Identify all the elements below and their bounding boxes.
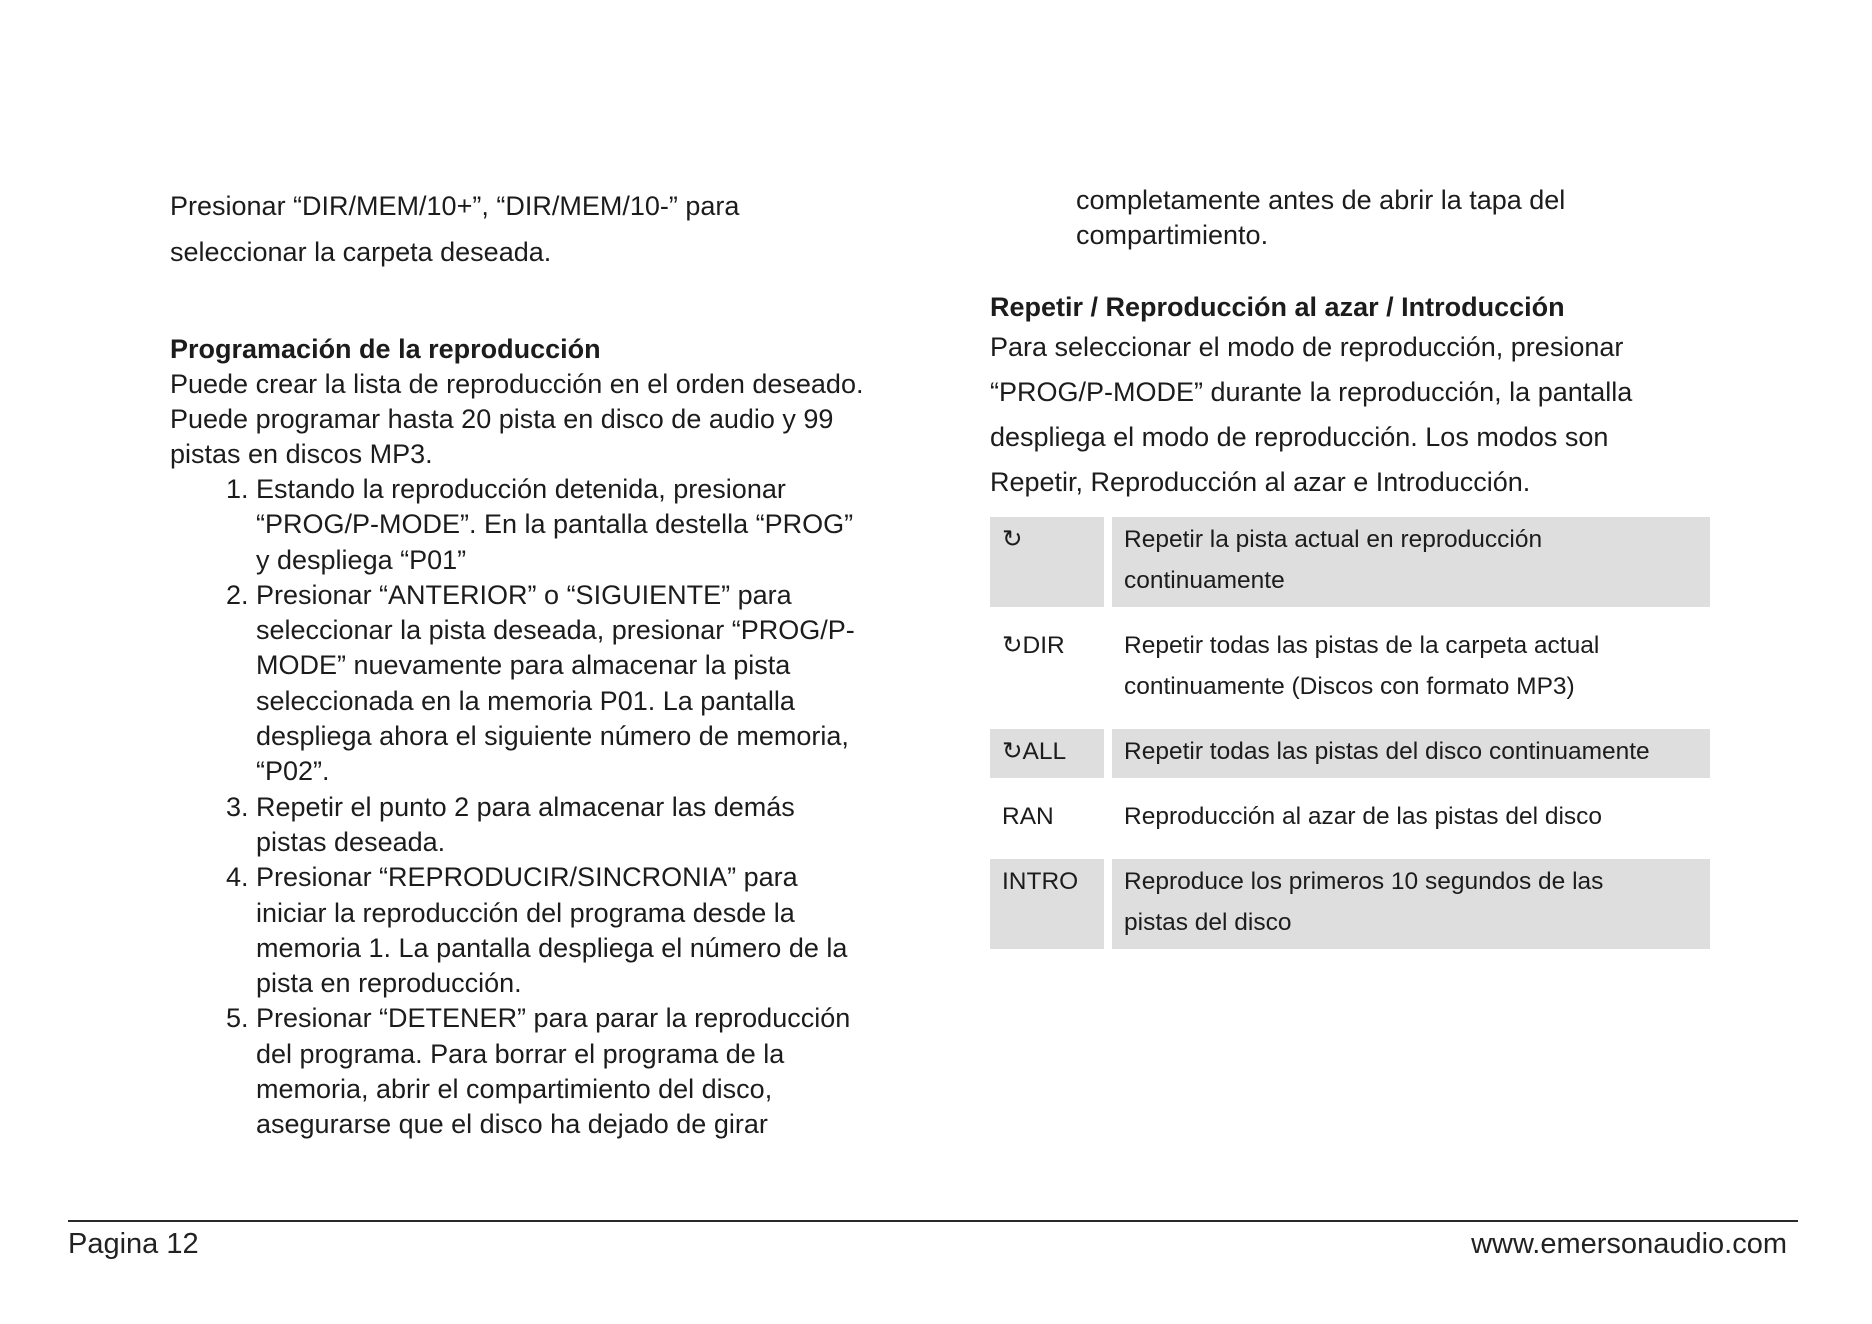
- mode-desc-cell: [1112, 859, 1710, 949]
- step-line: memoria, abrir el compartimiento del disco,: [256, 1074, 773, 1105]
- list-item: [256, 1001, 930, 1142]
- step-line: seleccionada en la memoria P01. La pantalla: [256, 685, 795, 716]
- step-line: “P02”.: [256, 756, 330, 787]
- repeat-icon: ↻: [1002, 632, 1023, 659]
- step-line: 5. Presionar “DETENER” para parar la reproducción: [256, 1003, 851, 1034]
- table-row: [990, 794, 1710, 843]
- mode-cell: [990, 729, 1104, 778]
- body-line: Puede programar hasta 20 pista en disco de audio y 99: [170, 404, 834, 434]
- steps-list: [170, 472, 930, 1143]
- page-number: Pagina 12: [68, 1228, 199, 1260]
- step-line: memoria 1. La pantalla despliega el número de la: [256, 932, 848, 963]
- continued-line: completamente antes de abrir la tapa del: [1076, 185, 1566, 215]
- mode-desc-line: continuamente: [1124, 567, 1285, 594]
- continued-line: compartimiento.: [1076, 220, 1269, 250]
- step-line: 4. Presionar “REPRODUCIR/SINCRONIA” para: [256, 862, 798, 893]
- body-line: Para seleccionar el modo de reproducción, presionar: [990, 332, 1624, 362]
- list-item: [256, 578, 930, 790]
- intro-line: seleccionar la carpeta deseada.: [170, 237, 552, 267]
- body-line: pistas en discos MP3.: [170, 439, 433, 469]
- mode-desc-line: Reproducción al azar de las pistas del disco: [1124, 803, 1603, 830]
- body-line: Puede crear la lista de reproducción en el orden deseado.: [170, 369, 864, 399]
- intro-line: Presionar “DIR/MEM/10+”, “DIR/MEM/10-” para: [170, 191, 740, 221]
- step-line: y despliega “P01”: [256, 544, 467, 575]
- mode-desc-line: Repetir todas las pistas de la carpeta actual: [1124, 632, 1600, 659]
- step-line: del programa. Para borrar el programa de la: [256, 1038, 785, 1069]
- repeat-icon: ↻: [1002, 738, 1023, 765]
- mode-desc-line: continuamente (Discos con formato MP3): [1124, 673, 1575, 700]
- list-item: [256, 472, 930, 578]
- table-row: [990, 623, 1710, 713]
- mode-cell: [990, 623, 1104, 713]
- mode-desc-cell: [1112, 729, 1710, 778]
- mode-desc-line: Repetir todas las pistas del disco continuamente: [1124, 738, 1650, 765]
- list-item: [256, 790, 930, 861]
- mode-desc-line: Repetir la pista actual en reproducción: [1124, 526, 1543, 553]
- body-line: “PROG/P-MODE” durante la reproducción, la pantalla: [990, 377, 1633, 407]
- step-line: 3. Repetir el punto 2 para almacenar las demás: [256, 791, 795, 822]
- table-row: [990, 517, 1710, 607]
- mode-desc-line: pistas del disco: [1124, 909, 1292, 936]
- step-line: iniciar la reproducción del programa desde la: [256, 897, 795, 928]
- mode-cell: [990, 859, 1104, 949]
- mode-cell: [990, 517, 1104, 607]
- mode-label: RAN: [1002, 803, 1054, 830]
- right-column: [990, 183, 1710, 949]
- step-line: seleccionar la pista deseada, presionar “PROG/P-: [256, 615, 855, 646]
- table-row: [990, 729, 1710, 778]
- section-heading-programming: Programación de la reproducción: [170, 334, 601, 364]
- mode-desc-cell: [1112, 517, 1710, 607]
- step-line: “PROG/P-MODE”. En la pantalla destella “PROG”: [256, 509, 854, 540]
- table-row: [990, 859, 1710, 949]
- footer-url: www.emersonaudio.com: [1471, 1228, 1787, 1260]
- mode-label: INTRO: [1002, 868, 1079, 895]
- mode-label: DIR: [1022, 632, 1065, 659]
- step-line: asegurarse que el disco ha dejado de girar: [256, 1109, 768, 1140]
- mode-label: ALL: [1022, 738, 1067, 765]
- left-column: [170, 183, 930, 1143]
- step-line: despliega ahora el siguiente número de memoria,: [256, 721, 849, 752]
- step-line: pistas deseada.: [256, 826, 446, 857]
- step-line: 2. Presionar “ANTERIOR” o “SIGUIENTE” para: [256, 579, 792, 610]
- mode-desc-cell: [1112, 623, 1710, 713]
- body-line: despliega el modo de reproducción. Los modos son: [990, 422, 1609, 452]
- mode-cell: [990, 794, 1104, 843]
- mode-desc-cell: [1112, 794, 1710, 843]
- step-line: 1. Estando la reproducción detenida, presionar: [256, 474, 786, 504]
- list-item: [256, 860, 930, 1001]
- section-heading-repeat: Repetir / Reproducción al azar / Introducción: [990, 292, 1565, 322]
- body-line: Repetir, Reproducción al azar e Introducción.: [990, 467, 1531, 497]
- step-line: pista en reproducción.: [256, 968, 522, 999]
- modes-table: [982, 517, 1718, 949]
- mode-desc-line: Reproduce los primeros 10 segundos de las: [1124, 868, 1604, 895]
- repeat-icon: ↻: [1002, 526, 1023, 553]
- step-line: MODE” nuevamente para almacenar la pista: [256, 650, 791, 681]
